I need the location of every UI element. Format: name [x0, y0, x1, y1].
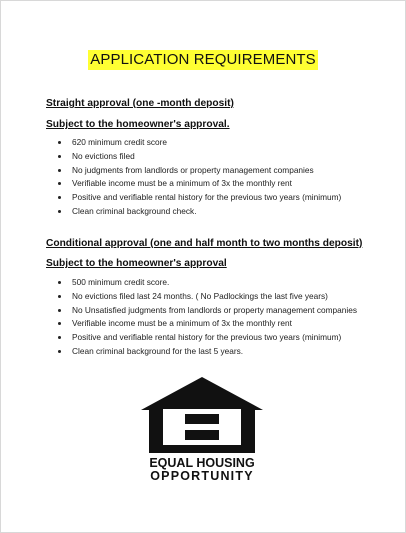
conditional-approval-heading: Conditional approval (one and half month to two months deposit): [46, 238, 363, 249]
title-container: [1, 50, 405, 70]
logo-line-1: EQUAL HOUSING: [149, 456, 255, 470]
straight-approval-heading: Straight approval (one -month deposit): [46, 98, 234, 109]
logo-line-2: OPPORTUNITY: [150, 469, 254, 483]
equal-sign-top: [185, 414, 219, 424]
list-item: • No Unsatisfied judgments from landlords or property management companies: [70, 304, 370, 318]
straight-requirements-list: [46, 136, 390, 219]
list-item: • 620 minimum credit score: [70, 136, 390, 150]
list-item: • No evictions filed: [70, 150, 390, 164]
conditional-requirements-list: [46, 276, 370, 359]
page-title: APPLICATION REQUIREMENTS: [90, 51, 316, 68]
conditional-approval-subheading: Subject to the homeowner's approval: [46, 258, 227, 269]
list-item: • No evictions filed last 24 months. ( No Padlockings the last five years): [70, 290, 370, 304]
list-item: • Clean criminal background check.: [70, 205, 390, 219]
list-item: • Positive and verifiable rental history for the previous two years (minimum): [70, 191, 390, 205]
list-item: • 500 minimum credit score.: [70, 276, 370, 290]
list-item: • Verifiable income must be a minimum of 3x the monthly rent: [70, 317, 370, 331]
list-item: • No judgments from landlords or property management companies: [70, 164, 390, 178]
list-item: • Clean criminal background for the last 5 years.: [70, 345, 370, 359]
list-item: • Verifiable income must be a minimum of 3x the monthly rent: [70, 177, 390, 191]
list-item: • Positive and verifiable rental history for the previous two years (minimum): [70, 331, 370, 345]
straight-approval-subheading: Subject to the homeowner's approval.: [46, 119, 230, 130]
equal-sign-bottom: [185, 430, 219, 440]
equal-housing-opportunity-icon: [137, 373, 267, 483]
